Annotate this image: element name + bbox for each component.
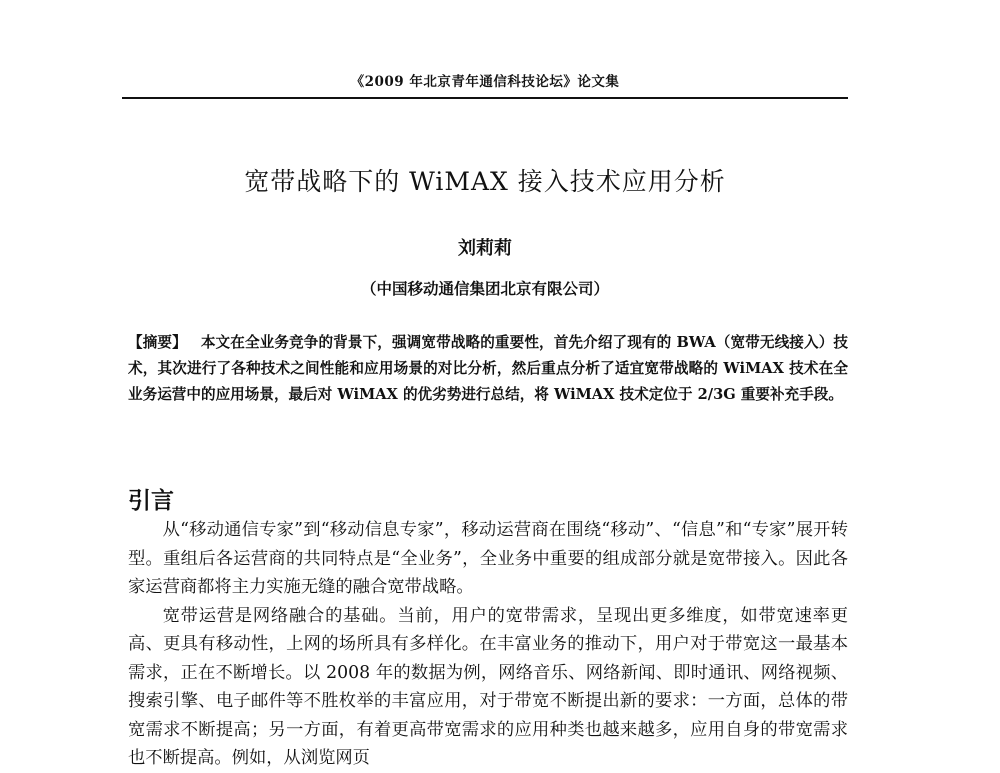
body-paragraph: 宽带运营是网络融合的基础。当前，用户的宽带需求，呈现出更多维度，如带宽速率更高、更具有移动性，上网的场所具有多样化。在丰富业务的推动下，用户对于带宽这一最基本需求，正在不断增长。以 2008 年的数据为例，网络音乐、网络新闻、即时通讯、网络视频、搜索引擎、电子邮件等不胜枚举的丰富应用，对于带宽不断提出新的要求：一方面，总体的带宽需求不断提高；另一方面，有着更高带宽需求的应用种类也越来越多，应用自身的带宽需求也不断提高。例如，从浏览网页 [128,605,848,768]
running-header: 《2009 年北京青年通信科技论坛》论文集 [350,74,620,90]
abstract [128,330,848,408]
author-name: 刘莉莉 [458,238,512,259]
abstract-label: 【摘要】 [128,334,187,351]
abstract-text: 本文在全业务竞争的背景下，强调宽带战略的重要性，首先介绍了现有的 BWA（宽带无线接入）技术，其次进行了各种技术之间性能和应用场景的对比分析，然后重点分析了适宜宽带战略的 WiMAX 技术在全业务运营中的应用场景，最后对 WiMAX 的优劣势进行总结，将 WiMAX 技术定位于 2/3G 重要补充手段。 [128,334,848,403]
paper-title: 宽带战略下的 WiMAX 接入技术应用分析 [244,167,726,196]
body-paragraph: 从“移动通信专家”到“移动信息专家”，移动运营商在围绕“移动”、“信息”和“专家”展开转型。重组后各运营商的共同特点是“全业务”，全业务中重要的组成部分就是宽带接入。因此各家运营商都将主力实施无缝的融合宽带战略。 [128,520,848,597]
section-heading: 引言 [128,487,174,514]
author-affiliation: （中国移动通信集团北京有限公司） [360,279,609,298]
header-rule [122,97,848,99]
section-body [128,516,848,773]
